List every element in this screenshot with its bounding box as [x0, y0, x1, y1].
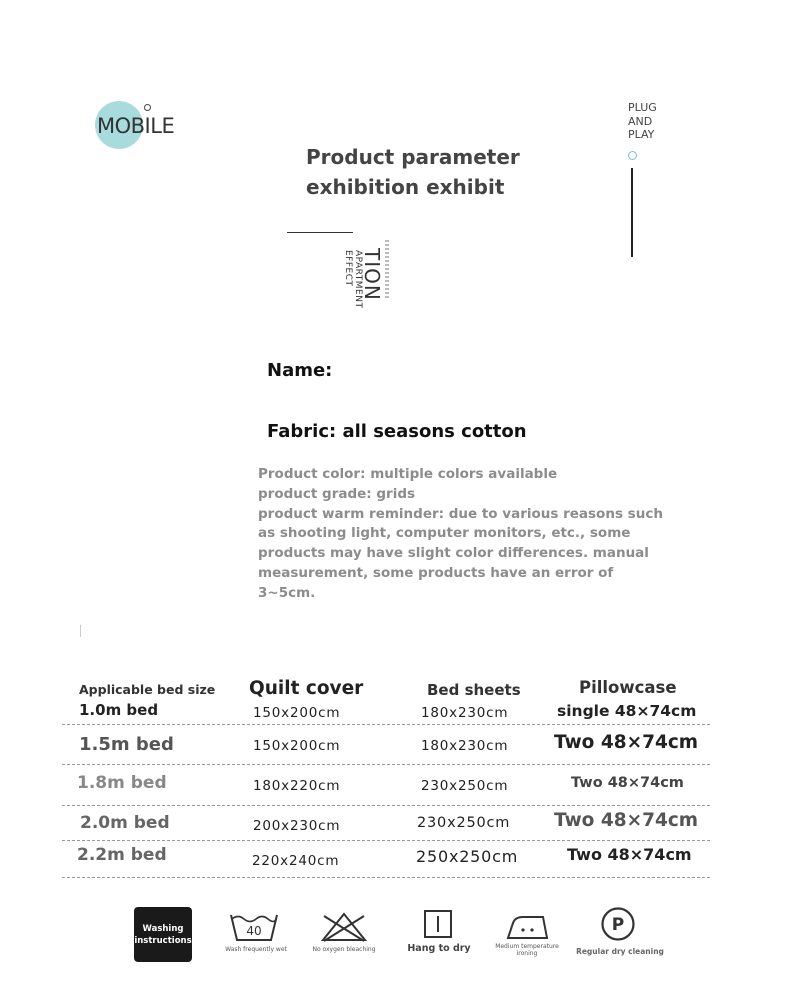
row-pillow-size: Two 48×74cm	[567, 845, 692, 864]
row-pillow-size: Two 48×74cm	[571, 775, 684, 791]
description-line: products may have slight color differences. manual	[258, 545, 649, 562]
row-quilt-size: 220x240cm	[252, 853, 340, 869]
row-pillow-size: Two 48×74cm	[554, 810, 699, 831]
description-line: Product color: multiple colors available	[258, 466, 558, 482]
care-label: No oxygen bleaching	[312, 946, 376, 953]
wash-temp-text: 40	[246, 924, 262, 938]
description-line: 3~5cm.	[258, 584, 316, 601]
description-line: measurement, some products have an error of	[258, 564, 614, 581]
header-quilt-cover: Quilt cover	[249, 678, 364, 699]
logo-dot	[144, 104, 151, 111]
row-bed-size: 2.2m bed	[77, 845, 167, 865]
row-quilt-size: 200x230cm	[253, 818, 341, 834]
row-quilt-size: 150x200cm	[253, 705, 341, 721]
brand-logo: MOBILE	[97, 114, 175, 138]
no-bleach-icon	[320, 911, 368, 943]
row-pillow-size: single 48×74cm	[557, 702, 697, 720]
row-sheets-size: 250x250cm	[416, 847, 519, 866]
decoration-small-line-1: APARTMENT	[353, 250, 363, 309]
row-quilt-size: 150x200cm	[253, 738, 341, 754]
washing-instructions-badge	[134, 907, 192, 962]
row-pillow-size: Two 48×74cm	[554, 732, 699, 753]
row-bed-size: 2.0m bed	[80, 813, 170, 833]
row-sheets-size: 180x230cm	[421, 705, 509, 721]
badge-vertical-line	[631, 168, 633, 257]
badge-line-2: AND	[628, 114, 653, 128]
product-description	[258, 465, 663, 604]
table-row-divider	[62, 877, 710, 878]
care-label: Regular dry cleaning	[576, 947, 664, 956]
care-title-line-2: instructions	[134, 935, 192, 946]
hang-dry-icon	[423, 909, 453, 939]
decoration-line	[287, 232, 353, 233]
badge-circle-icon	[628, 151, 637, 160]
header-pillowcase: Pillowcase	[579, 678, 677, 697]
dry-clean-symbol: P	[611, 915, 625, 935]
name-label: Name:	[267, 360, 333, 381]
decoration-small-line-2: EFFECT	[343, 250, 353, 287]
description-line: as shooting light, computer monitors, etc., some	[258, 525, 631, 542]
iron-medium-icon	[505, 911, 549, 941]
decoration-tick	[80, 625, 81, 637]
decoration-faint-marks	[385, 240, 389, 298]
plug-and-play-badge	[628, 101, 657, 142]
table-row-divider	[62, 840, 710, 841]
description-line: product warm reminder: due to various reasons such	[258, 505, 663, 522]
title-line-2: exhibition exhibit	[306, 175, 505, 199]
decoration-big-text: TION	[360, 248, 384, 301]
care-label-line-1: Medium temperature	[495, 943, 559, 950]
badge-line-1: PLUG	[628, 101, 657, 114]
care-label: Wash frequently wet	[225, 946, 287, 953]
care-label	[495, 943, 559, 957]
row-bed-size: 1.8m bed	[77, 773, 167, 793]
row-bed-size: 1.5m bed	[79, 734, 174, 755]
dry-clean-p-icon	[600, 906, 636, 942]
row-sheets-size: 180x230cm	[421, 738, 509, 754]
care-label: Hang to dry	[407, 943, 471, 954]
table-row-divider	[62, 805, 710, 806]
description-line: product grade: grids	[258, 485, 416, 502]
title-line-1: Product parameter	[306, 145, 520, 169]
row-sheets-size: 230x250cm	[417, 815, 511, 831]
row-sheets-size: 230x250cm	[421, 778, 509, 794]
care-title-line-1: Washing	[142, 923, 184, 934]
fabric-label: Fabric: all seasons cotton	[267, 421, 527, 442]
table-row-divider	[62, 764, 710, 765]
table-row-divider	[62, 724, 710, 725]
header-bed-sheets: Bed sheets	[427, 681, 521, 699]
header-bed-size: Applicable bed size	[79, 682, 216, 697]
row-bed-size: 1.0m bed	[79, 701, 159, 719]
care-label-line-2: ironing	[516, 950, 538, 957]
row-quilt-size: 180x220cm	[253, 778, 341, 794]
badge-line-3: PLAY	[628, 128, 655, 141]
wash-40-icon	[229, 911, 279, 943]
page-title	[306, 142, 520, 202]
